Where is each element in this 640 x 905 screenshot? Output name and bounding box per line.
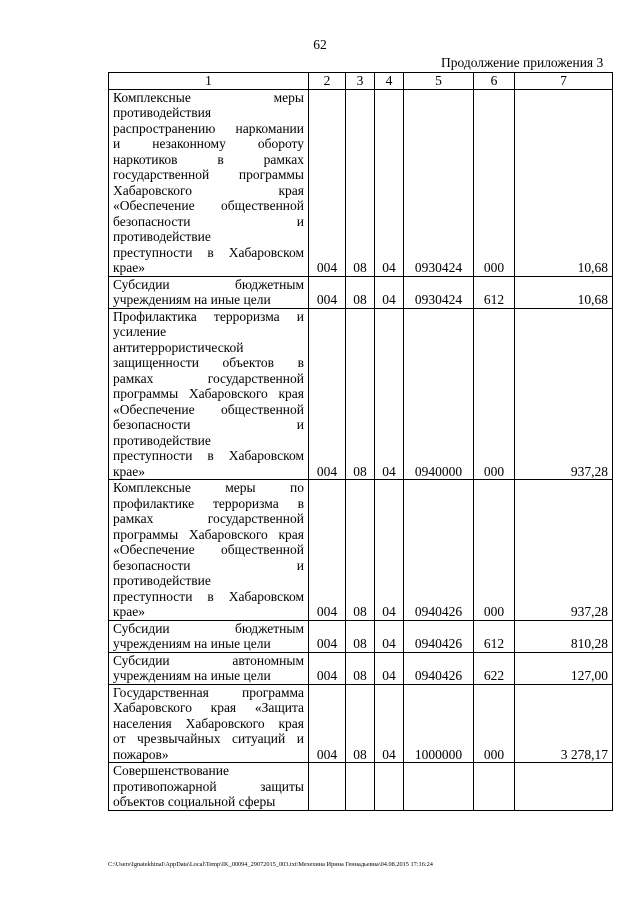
row-name-line: «Обеспечение общественной <box>113 198 304 213</box>
target-article-code-cell: 0930424 <box>404 89 474 276</box>
row-name-line: Субсидии бюджетным <box>113 276 304 292</box>
row-name-cell <box>109 480 309 621</box>
row-name-line: Хабаровского края <box>113 182 304 198</box>
row-name-cell <box>109 652 309 684</box>
page-number: 62 <box>313 37 327 52</box>
row-name-line: безопасности и <box>113 417 304 432</box>
header-col-5: 5 <box>404 73 474 90</box>
row-name-line: рамках государственной <box>113 511 304 526</box>
row-name-cell <box>109 684 309 763</box>
subsection-code-cell: 04 <box>375 620 404 652</box>
section-code-cell: 08 <box>346 308 375 480</box>
table-row <box>109 684 613 763</box>
budget-table <box>108 72 613 811</box>
row-name-line: от чрезвычайных ситуаций и <box>113 731 304 746</box>
row-name-line: усиление <box>113 324 167 339</box>
row-name-cell <box>109 276 309 308</box>
continuation-label: Продолжение приложения 3 <box>441 55 604 70</box>
row-name-line: «Обеспечение общественной <box>113 542 304 557</box>
row-name-line: населения Хабаровского края <box>113 715 304 731</box>
row-name-line: Комплексные меры по <box>113 480 304 495</box>
row-name-cell <box>109 763 309 811</box>
expense-type-code-cell: 000 <box>474 480 515 621</box>
row-name-cell <box>109 89 309 276</box>
expense-type-code-cell: 000 <box>474 89 515 276</box>
section-code-cell: 08 <box>346 89 375 276</box>
table-row <box>109 89 613 276</box>
row-name-line: преступности в Хабаровском <box>113 588 304 604</box>
target-article-code-cell: 0940426 <box>404 620 474 652</box>
row-name-line: антитеррористической <box>113 339 244 355</box>
footer-file-path: C:\Users\IgnatekhinaI\AppData\Local\Temp\IK_00094_29072015_003.txt\Мехехина Ирина Геннадьевна\04.08.2015 17:16:24 <box>108 861 433 868</box>
row-name-line: пожаров» <box>113 746 169 762</box>
row-name-line: преступности в Хабаровском <box>113 244 304 260</box>
target-article-code-cell: 0940426 <box>404 480 474 621</box>
section-code-cell: 08 <box>346 652 375 684</box>
row-name-line: противодействие <box>113 229 211 244</box>
row-name-line: безопасности и <box>113 557 304 573</box>
section-code-cell: 08 <box>346 684 375 763</box>
amount-cell: 937,28 <box>515 480 613 621</box>
row-name-line: Государственная программа <box>113 684 304 700</box>
table-row <box>109 480 613 621</box>
subsection-code-cell <box>375 763 404 811</box>
budget-code-cell: 004 <box>309 276 346 308</box>
amount-cell: 810,28 <box>515 620 613 652</box>
row-name-line: защищенности объектов в <box>113 355 304 370</box>
target-article-code-cell: 0940000 <box>404 308 474 480</box>
header-col-2: 2 <box>309 73 346 90</box>
expense-type-code-cell: 612 <box>474 620 515 652</box>
amount-cell: 3 278,17 <box>515 684 613 763</box>
budget-code-cell <box>309 763 346 811</box>
table-row <box>109 276 613 308</box>
row-name-line: рамках государственной <box>113 370 304 386</box>
row-name-line: распространению наркомании <box>113 120 304 136</box>
row-name-line: преступности в Хабаровском <box>113 448 304 463</box>
subsection-code-cell: 04 <box>375 652 404 684</box>
row-name-line: государственной программы <box>113 167 304 182</box>
row-name-line: Профилактика терроризма и <box>113 308 304 324</box>
row-name-line: «Обеспечение общественной <box>113 401 304 417</box>
expense-type-code-cell: 622 <box>474 652 515 684</box>
row-name-line: профилактике терроризма в <box>113 495 304 511</box>
section-code-cell: 08 <box>346 620 375 652</box>
section-code-cell <box>346 763 375 811</box>
subsection-code-cell: 04 <box>375 308 404 480</box>
subsection-code-cell: 04 <box>375 276 404 308</box>
row-name-line: безопасности и <box>113 213 304 229</box>
row-name-line: учреждениям на иные цели <box>113 292 271 307</box>
row-name-line: Хабаровского края «Защита <box>113 700 304 715</box>
row-name-line: Субсидии автономным <box>113 652 304 668</box>
amount-cell: 937,28 <box>515 308 613 480</box>
row-name-line: противопожарной защиты <box>113 778 304 794</box>
row-name-line: противодействия <box>113 105 212 120</box>
row-name-line: учреждениям на иные цели <box>113 636 271 651</box>
row-name-line: противодействие <box>113 432 211 448</box>
row-name-line: объектов социальной сферы <box>113 794 276 809</box>
budget-code-cell: 004 <box>309 684 346 763</box>
table-body <box>109 89 613 810</box>
target-article-code-cell: 0940426 <box>404 652 474 684</box>
amount-cell: 10,68 <box>515 276 613 308</box>
table-row <box>109 652 613 684</box>
header-row <box>109 73 613 90</box>
budget-code-cell: 004 <box>309 308 346 480</box>
header-col-6: 6 <box>474 73 515 90</box>
section-code-cell: 08 <box>346 276 375 308</box>
table-row <box>109 308 613 480</box>
row-name-line: и незаконному обороту <box>113 136 304 151</box>
row-name-cell <box>109 620 309 652</box>
header-col-3: 3 <box>346 73 375 90</box>
row-name-line: наркотиков в рамках <box>113 151 304 167</box>
row-name-line: крае» <box>113 604 146 619</box>
subsection-code-cell: 04 <box>375 684 404 763</box>
row-name-line: противодействие <box>113 573 211 588</box>
table-row <box>109 763 613 811</box>
row-name-line: крае» <box>113 260 146 275</box>
row-name-line: Комплексные меры <box>113 89 304 105</box>
budget-code-cell: 004 <box>309 480 346 621</box>
row-name-line: программы Хабаровского края <box>113 386 304 401</box>
row-name-line: Совершенствование <box>113 763 229 778</box>
header-col-4: 4 <box>375 73 404 90</box>
target-article-code-cell: 0930424 <box>404 276 474 308</box>
expense-type-code-cell: 000 <box>474 308 515 480</box>
row-name-line: учреждениям на иные цели <box>113 668 271 683</box>
subsection-code-cell: 04 <box>375 89 404 276</box>
expense-type-code-cell: 000 <box>474 684 515 763</box>
row-name-line: крае» <box>113 463 146 479</box>
amount-cell: 10,68 <box>515 89 613 276</box>
budget-code-cell: 004 <box>309 89 346 276</box>
table-row <box>109 620 613 652</box>
amount-cell <box>515 763 613 811</box>
section-code-cell: 08 <box>346 480 375 621</box>
budget-code-cell: 004 <box>309 620 346 652</box>
expense-type-code-cell <box>474 763 515 811</box>
target-article-code-cell: 1000000 <box>404 684 474 763</box>
row-name-line: программы Хабаровского края <box>113 526 304 542</box>
expense-type-code-cell: 612 <box>474 276 515 308</box>
amount-cell: 127,00 <box>515 652 613 684</box>
header-col-1: 1 <box>109 73 309 90</box>
target-article-code-cell <box>404 763 474 811</box>
subsection-code-cell: 04 <box>375 480 404 621</box>
row-name-cell <box>109 308 309 480</box>
header-col-7: 7 <box>515 73 613 90</box>
budget-code-cell: 004 <box>309 652 346 684</box>
row-name-line: Субсидии бюджетным <box>113 620 304 636</box>
